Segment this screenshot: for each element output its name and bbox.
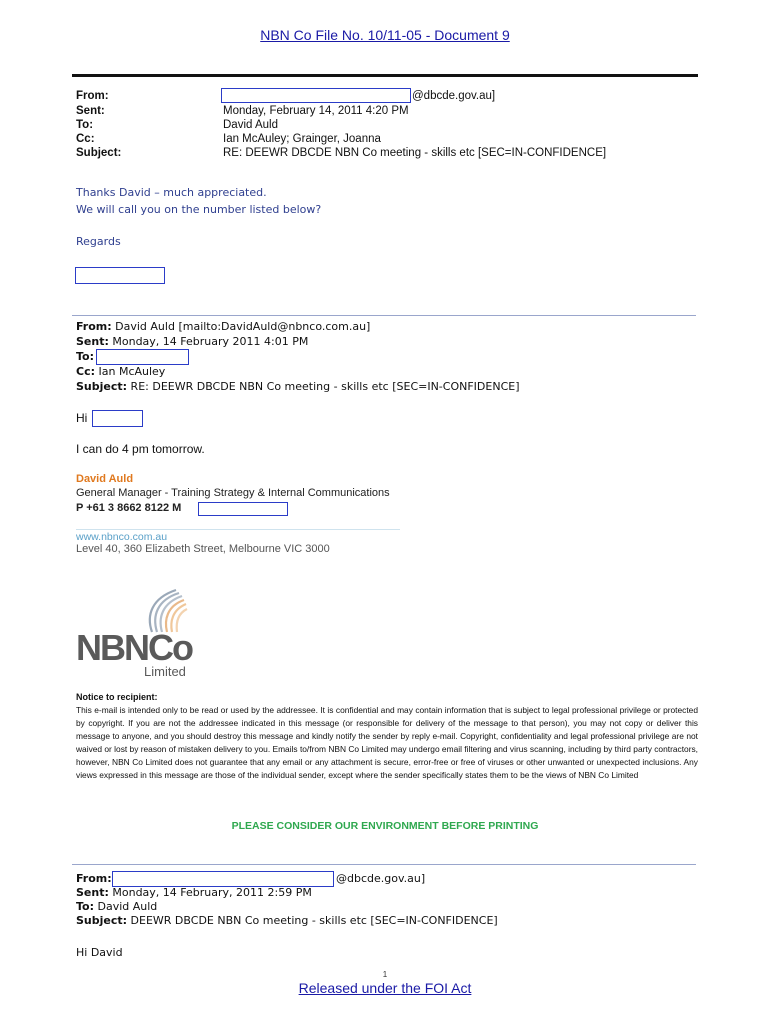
email2-subject: RE: DEEWR DBCDE NBN Co meeting - skills etc [SEC=IN-CONFIDENCE] [130, 380, 520, 393]
nbnco-logo [76, 580, 196, 680]
email1-to-label: To: [76, 119, 94, 131]
email2-sent: Monday, 14 February 2011 4:01 PM [112, 335, 309, 348]
signature-mobile-label: M [172, 502, 182, 514]
email2-from: David Auld [mailto:DavidAuld@nbnco.com.au] [115, 320, 371, 333]
email3-from-label: From: [76, 872, 112, 885]
email2-cc: Ian McAuley [98, 365, 166, 378]
email3-from-redaction [112, 871, 334, 887]
signature-mobile-redaction [198, 502, 288, 516]
email3-to-line [76, 900, 157, 915]
email1-signature-redaction [75, 267, 165, 284]
signature-role: General Manager - Training Strategy & Internal Communications [76, 487, 390, 499]
email2-cc-label: Cc: [76, 365, 95, 378]
environment-notice: PLEASE CONSIDER OUR ENVIRONMENT BEFORE PRINTING [231, 820, 539, 832]
email1-from-label: From: [76, 90, 109, 102]
email1-cc: Ian McAuley; Grainger, Joanna [223, 133, 381, 145]
header-rule [72, 74, 698, 77]
page-number: 1 [382, 970, 388, 979]
signature-divider [76, 529, 400, 530]
email2-subject-line [76, 380, 520, 395]
document-title: NBN Co File No. 10/11-05 - Document 9 [260, 27, 510, 43]
email3-subject-label: Subject: [76, 914, 128, 927]
email2-subject-label: Subject: [76, 380, 128, 393]
email2-cc-line [76, 365, 165, 380]
signature-website[interactable]: www.nbnco.com.au [76, 531, 168, 543]
email3-subject-line [76, 914, 498, 929]
foi-release-footer[interactable]: Released under the FOI Act [298, 980, 472, 996]
email3-greeting: Hi David [76, 946, 123, 959]
email2-greeting: Hi [76, 411, 88, 425]
email2-sent-line [76, 335, 308, 350]
email3-sent-label: Sent: [76, 886, 109, 899]
email1-from-redaction [221, 88, 411, 103]
logo-text: NBNCo [76, 627, 192, 668]
email1-sent: Monday, February 14, 2011 4:20 PM [223, 105, 409, 117]
email2-to-line [76, 350, 94, 365]
email1-cc-label: Cc: [76, 133, 95, 145]
email2-sent-label: Sent: [76, 335, 109, 348]
email1-body-line1: Thanks David – much appreciated. [76, 186, 267, 199]
email1-sent-label: Sent: [76, 105, 105, 117]
email1-subject: RE: DEEWR DBCDE NBN Co meeting - skills etc [SEC=IN-CONFIDENCE] [223, 147, 607, 159]
email1-body-line2: We will call you on the number listed below? [76, 203, 322, 216]
signature-name: David Auld [76, 473, 134, 485]
email1-regards: Regards [76, 235, 121, 248]
email2-to-redaction [96, 349, 189, 365]
email2-greeting-redaction [92, 410, 143, 427]
notice-heading: Notice to recipient: [76, 692, 158, 702]
email1-subject-label: Subject: [76, 147, 122, 159]
email3-separator [72, 864, 696, 865]
notice-text: This e-mail is intended only to be read or used by the addressee. It is confidential and may contain information that is subject to legal professional privilege or protected by copyright. If you are not the addressee indicated in this message (or responsible for delivery of the message to that person), you may not copy or deliver this message to anyone, and you should destroy this message and kindly notify the sender by reply e-mail. Copyright, confidentiality and legal professional privilege are not waived or lost by reason of mistaken delivery to you. Emails to/from NBN Co Limited may undergo email filtering and virus scanning, including by third party contractors, however, NBN Co Limited does not guarantee that any email or any attachment is secure, error-free or free of viruses or other unwanted or unexpected inclusions. Any views expressed in this message are those of the individual sender, except where the sender specifically states them to be the views of NBN Co Limited [76, 705, 698, 780]
email2-from-line [76, 320, 370, 335]
signature-phone: P +61 3 8662 8122 [76, 502, 170, 514]
email1-from-suffix: @dbcde.gov.au] [412, 90, 496, 102]
email2-body: I can do 4 pm tomorrow. [76, 442, 205, 456]
email2-to-label: To: [76, 350, 94, 363]
email3-from-line [76, 872, 112, 887]
email1-to: David Auld [223, 119, 278, 131]
email3-to: David Auld [97, 900, 158, 913]
email2-separator [72, 315, 696, 316]
email2-from-label: From: [76, 320, 112, 333]
signature-address: Level 40, 360 Elizabeth Street, Melbourne VIC 3000 [76, 543, 330, 555]
signature-phone-line [76, 502, 181, 514]
email3-from-suffix: @dbcde.gov.au] [336, 872, 426, 885]
email3-subject: DEEWR DBCDE NBN Co meeting - skills etc [SEC=IN-CONFIDENCE] [130, 914, 498, 927]
email3-sent-line [76, 886, 312, 901]
email3-to-label: To: [76, 900, 94, 913]
email3-sent: Monday, 14 February, 2011 2:59 PM [112, 886, 312, 899]
logo-subtext: Limited [144, 664, 186, 679]
